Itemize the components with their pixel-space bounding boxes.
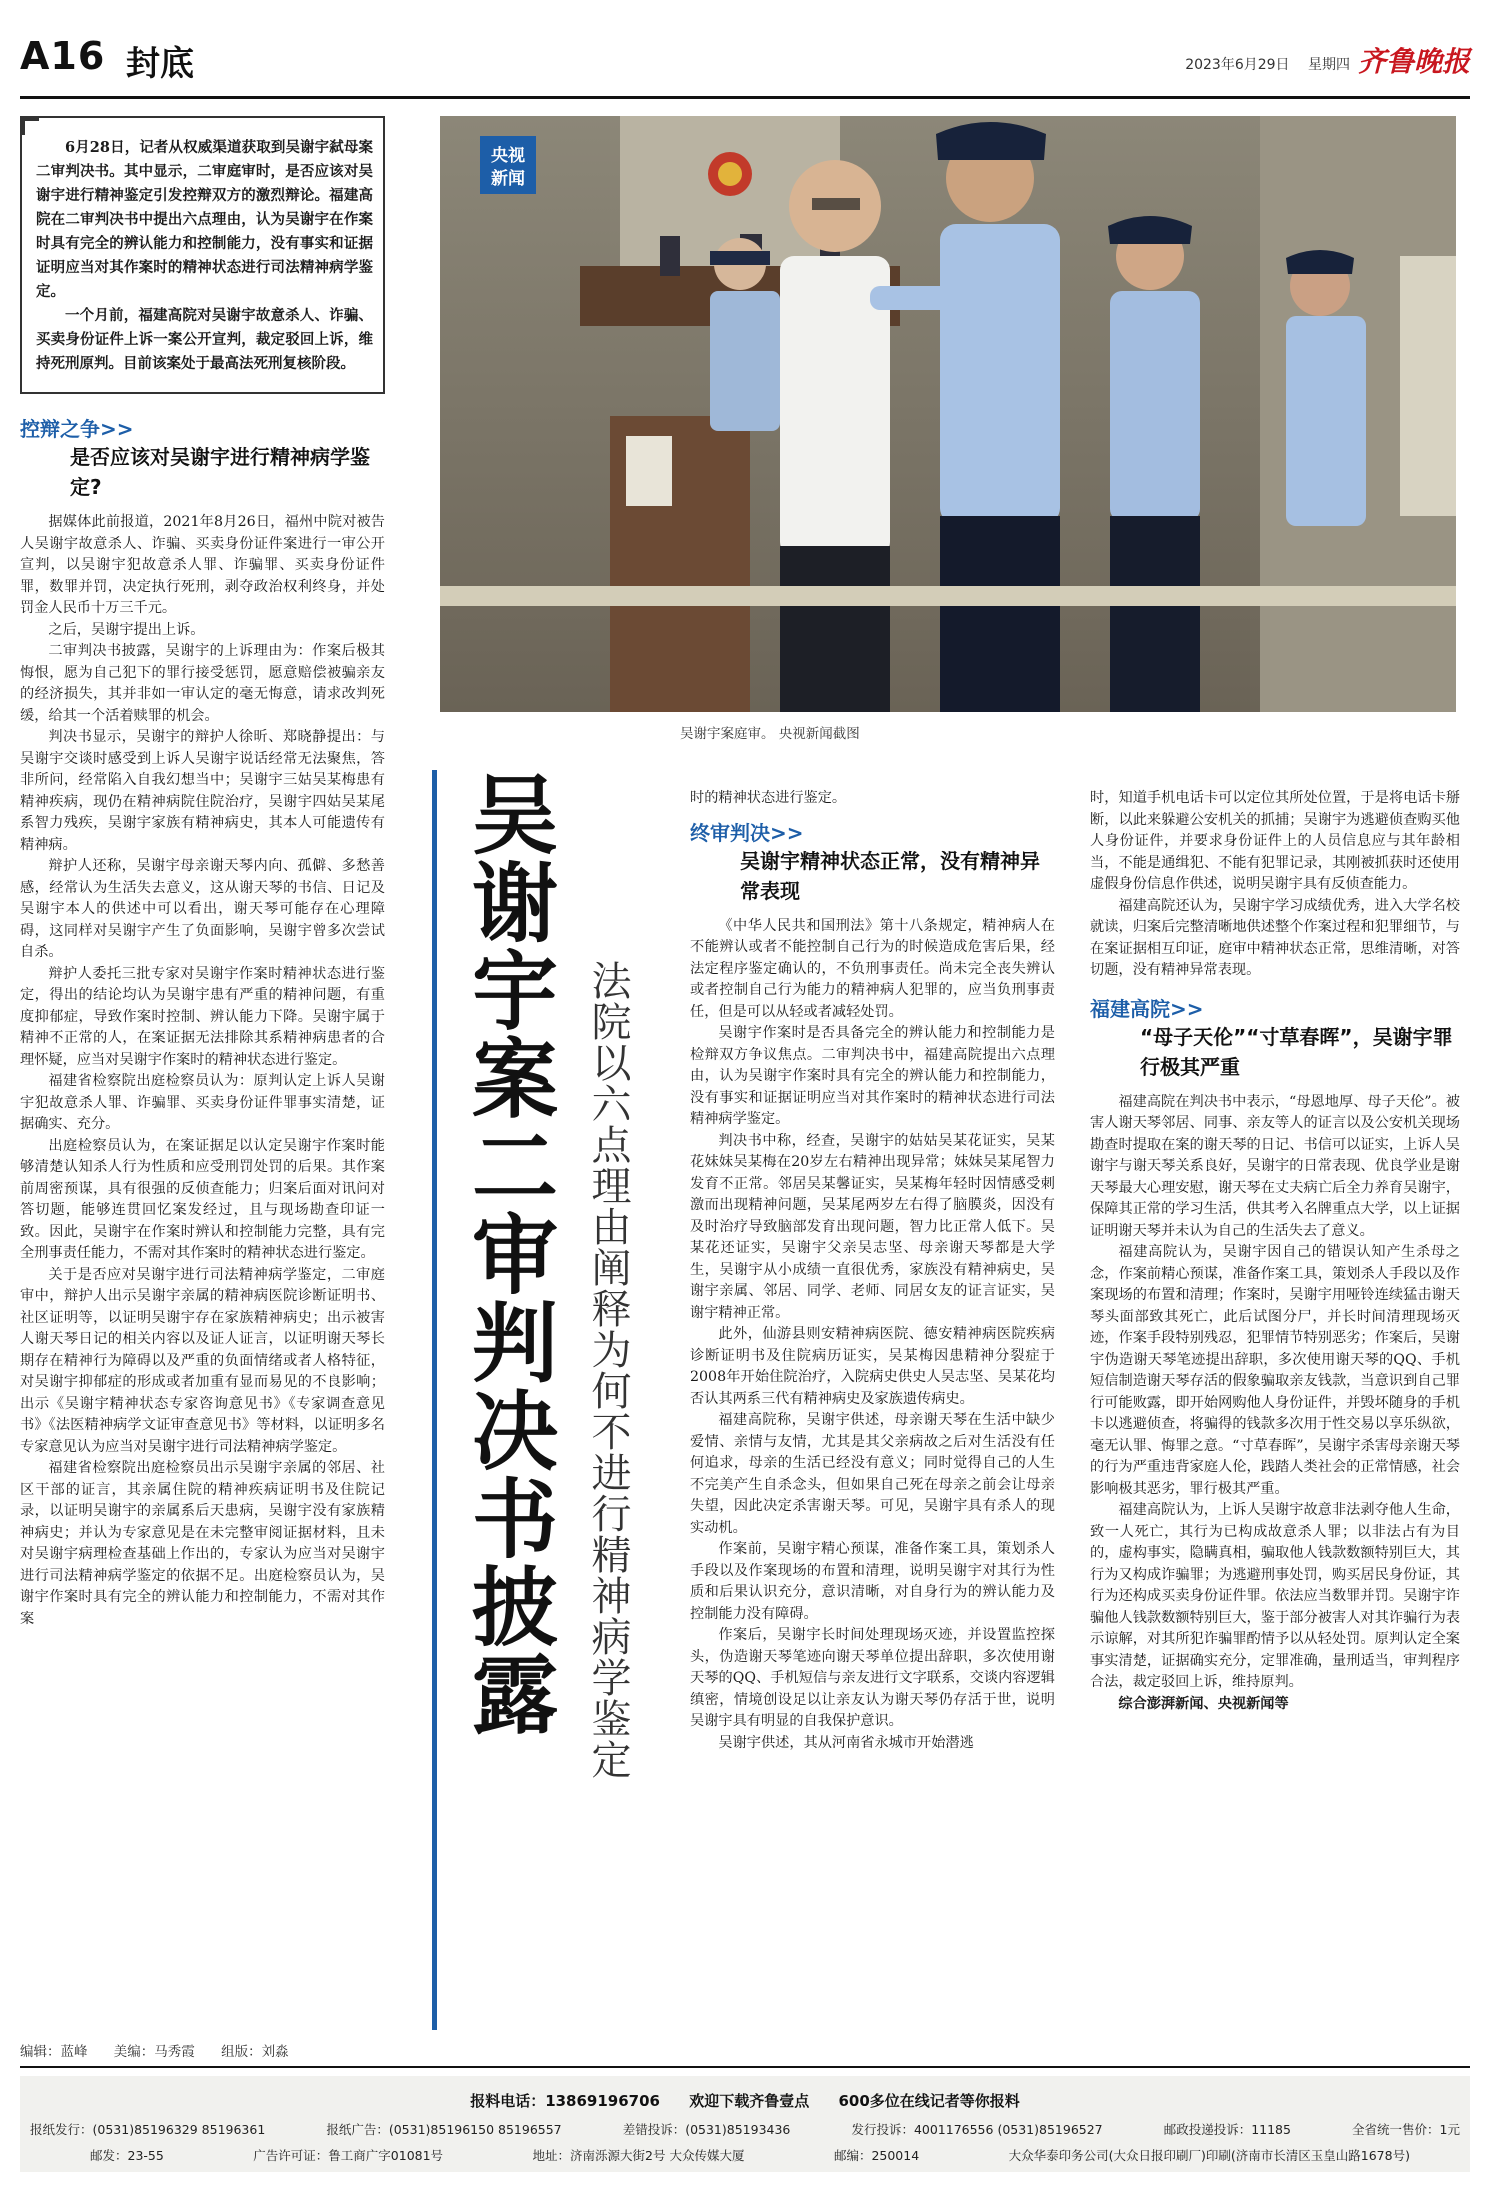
article-paragraph: 关于是否应对吴谢宇进行司法精神病学鉴定，二审庭审中，辩护人出示吴谢宇亲属的精神病医院诊断证明书、社区证明等，以证明吴谢宇存在家族精神病史；出示被害人谢天琴日记的相关内容以及证人证言，以证明谢天琴长期存在精神行为障碍以及严重的负面情绪或者人格特征，对吴谢宇抑郁症的形成或者加重有显而易见的不良影响；出示《吴谢宇精神状态专家咨询意见书》《专家调查意见书》《法医精神病学文证审查意见书》等材料，以证明多名专家意见认为应当对吴谢宇进行司法精神病学鉴定。: [20, 1266, 385, 1455]
main-headline: 吴谢宇案二审判决书披露: [457, 770, 557, 1738]
article-paragraph: 作案前，吴谢宇精心预谋，准备作案工具，策划杀人手段以及作案现场的布置和清理，说明吴谢宇对其行为性质和后果认识充分，意识清晰，对自身行为的辨认能力及控制能力没有障碍。: [690, 1541, 1055, 1622]
article-body-right-2: [1090, 1092, 1460, 1716]
article-paragraph: 福建省检察院出庭检察员认为：原判认定上诉人吴谢宇犯故意杀人罪、诈骗罪、买卖身份证件罪事实清楚，证据确实、充分。: [20, 1073, 385, 1132]
section-kicker: 终审判决>>: [690, 820, 804, 845]
article-paragraph: 时，知道手机电话卡可以定位其所处位置，于是将电话卡掰断，以此来躲避公安机关的抓捕；吴谢宇为逃避侦查购买他人身份证件，并要求身份证件上的人员信息应与其年龄相当，不能是通缉犯、不能有犯罪记录，其刚被抓获时还使用虚假身份信息作供述，说明吴谢宇具有反侦查能力。: [1090, 790, 1460, 892]
footer-item: 大众华泰印务公司(大众日报印刷厂)印刷(济南市长清区玉皇山路1678号): [1008, 2148, 1410, 2163]
courtroom-illustration: [440, 116, 1456, 712]
logo-text-bottom: 新闻: [491, 169, 525, 189]
article-paragraph: 出庭检察员认为，在案证据足以认定吴谢宇作案时能够清楚认知杀人行为性质和应受刑罚处罚的后果。其作案前周密预谋，具有很强的反侦查能力；归案后面对讯问对答切题，能够连贯回忆案发经过，且与现场勘查印证一致。因此，吴谢宇在作案时辨认和控制能力完整，具有完全刑事责任能力，不需对其作案时的精神状态进行鉴定。: [20, 1137, 385, 1261]
section-title: 吴谢宇精神状态正常，没有精神异常表现: [740, 848, 1040, 903]
middle-column: [690, 788, 1055, 1754]
article-paragraph: 吴谢宇作案时是否具备完全的辨认能力和控制能力是检辩双方争议焦点。二审判决书中，福建高院提出六点理由，认为吴谢宇作案时具有完全的辨认能力和控制能力，没有事实和证据证明应当对其作案时的精神状态进行司法精神病学鉴定。: [690, 1025, 1055, 1127]
tipline-reporters: 600多位在线记者等你报料: [838, 2092, 1020, 2110]
article-paragraph: 辩护人还称，吴谢宇母亲谢天琴内向、孤僻、多愁善感，经常认为生活失去意义，这从谢天琴的书信、日记及吴谢宇本人的供述中可以看出，谢天琴可能存在心理障碍，这同样对吴谢宇产生了负面影响，吴谢宇曾多次尝试自杀。: [20, 858, 385, 960]
footer-rule: [20, 2066, 1470, 2068]
editor-credit: 编辑：蓝峰: [20, 2044, 88, 2060]
article-paragraph: 福建高院称，吴谢宇供述，母亲谢天琴在生活中缺少爱情、亲情与友情，尤其是其父亲病故之后对生活没有任何追求，母亲的生活已经没有意义；同时觉得自己的人生不完美产生自杀念头，但如果自己死在母亲之前会让母亲失望，因此决定杀害谢天琴。可见，吴谢宇具有杀人的现实动机。: [690, 1412, 1055, 1536]
newspaper-logo: 齐鲁晚报: [1357, 45, 1470, 78]
right-column: [1090, 788, 1460, 1715]
header-rule: [20, 96, 1470, 99]
footer-item: 广告许可证：鲁工商广字01081号: [253, 2148, 444, 2163]
section-name: 封底: [126, 44, 194, 84]
footer-item: 差错投诉：(0531)85193436: [622, 2122, 791, 2137]
article-paragraph: 福建高院认为，上诉人吴谢宇故意非法剥夺他人生命，致一人死亡，其行为已构成故意杀人罪；以非法占有为目的，虚构事实，隐瞒真相，骗取他人钱款数额特别巨大，其行为又构成诈骗罪；为逃避刑事处罚，购买居民身份证，其行为还构成买卖身份证件罪。依法应当数罪并罚。吴谢宇诈骗他人钱款数额特别巨大，鉴于部分被害人对其诈骗行为表示谅解，对其所犯诈骗罪酌情予以从轻处罚。原判认定全案事实清楚，证据确实充分，定罪准确，量刑适当，审判程序合法，裁定驳回上诉，维持原判。: [1090, 1502, 1460, 1690]
section-kicker: 控辩之争>>: [20, 417, 134, 441]
section-title: “母子天伦”“寸草春晖”，吴谢宇罪行极其严重: [1140, 1024, 1453, 1079]
sub-headline: 法院以六点理由阐释为何不进行精神病学鉴定: [585, 960, 631, 1780]
section-kicker: 福建高院>>: [1090, 996, 1204, 1021]
article-body-middle: [690, 916, 1055, 1755]
article-paragraph: 福建省检察院出庭检察员出示吴谢宇亲属的邻居、社区干部的证言，其亲属住院的精神疾病证明书及住院记录，以证明吴谢宇的亲属系后天患病，吴谢宇没有家族精神病史；并认为专家意见是在未完整审阅证据材料，且未对吴谢宇病理检查基础上作出的，专家认为应当对吴谢宇进行司法精神病学鉴定的依据不足。出庭检察员认为，吴谢宇作案时具有完全的辨认能力和控制能力，不需对其作案: [20, 1460, 385, 1627]
designer-credit: 美编：马秀霞: [113, 2044, 195, 2060]
left-column: [20, 116, 385, 1630]
article-paragraph: 二审判决书披露，吴谢宇的上诉理由为：作案后极其悔恨，愿为自己犯下的罪行接受惩罚，愿意赔偿被骗亲友的经济损失，其并非如一审认定的毫无悔意，请求改判死缓，给其一个活着赎罪的机会。: [20, 643, 385, 724]
footer-item: 报纸广告：(0531)85196150 85196557: [326, 2122, 562, 2137]
article-paragraph: 福建高院还认为，吴谢宇学习成绩优秀，进入大学名校就读，归案后完整清晰地供述整个作案过程和犯罪细节，与在案证据相互印证，庭审中精神状态正常，思维清晰，对答切题，没有精神异常表现。: [1090, 897, 1460, 978]
article-paragraph: 此外，仙游县则安精神病医院、德安精神病医院疾病诊断证明书及住院病历证实，吴某梅因患精神分裂症于2008年开始住院治疗，入院病史供史人吴志坚、吴某花均否认其两系三代有精神病史及家族遗传病史。: [690, 1326, 1055, 1407]
section-title: 是否应该对吴谢宇进行精神病学鉴定?: [70, 445, 370, 499]
tipline-app: 欢迎下载齐鲁壹点: [689, 2092, 810, 2110]
lead-paragraph: 一个月前，福建高院对吴谢宇故意杀人、诈骗、买卖身份证件上诉一案公开宣判，裁定驳回上诉，维持死刑原判。目前该案处于最高法死刑复核阶段。: [36, 307, 373, 372]
photo-caption: 吴谢宇案庭审。 央视新闻截图: [680, 726, 860, 742]
imprint-line: [20, 2146, 1470, 2164]
tipline: [20, 2090, 1470, 2111]
footer-item: 报纸发行：(0531)85196329 85196361: [30, 2122, 266, 2137]
footer-item: 邮发：23-55: [90, 2148, 164, 2163]
article-paragraph: 之后，吴谢宇提出上诉。: [48, 621, 205, 638]
masthead: [20, 34, 1470, 86]
article-paragraph: 辩护人委托三批专家对吴谢宇作案时精神状态进行鉴定，得出的结论均认为吴谢宇患有严重的精神问题，有重度抑郁症，导致作案时控制、辨认能力下降。吴谢宇属于精神不正常的人，在案证据无法排除其系精神病患者的合理怀疑，应当对吴谢宇作案时的精神状态进行鉴定。: [20, 965, 385, 1068]
date-line: [1171, 54, 1350, 74]
courtroom-photo: [440, 116, 1456, 712]
article-continuation: [690, 788, 1055, 810]
article-paragraph: 据媒体此前报道，2021年8月26日，福州中院对被告人吴谢宇故意杀人、诈骗、买卖身份证件案进行一审公开宣判，以吴谢宇犯故意杀人罪、诈骗罪、买卖身份证件罪，数罪并罚，决定执行死刑，剥夺政治权利终身，并处罚金人民币十万三千元。: [20, 514, 385, 616]
footer: [20, 2076, 1470, 2172]
logo-text-top: 央视: [491, 146, 525, 166]
issue-date: 2023年6月29日: [1185, 57, 1290, 73]
article-paragraph: 吴谢宇供述，其从河南省永城市开始潜逃: [718, 1734, 974, 1751]
tipline-phone: 报料电话：13869196706: [470, 2092, 660, 2110]
article-paragraph: 时的精神状态进行鉴定。: [690, 790, 847, 806]
article-paragraph: 《中华人民共和国刑法》第十八条规定，精神病人在不能辨认或者不能控制自己行为的时候造成危害后果，经法定程序鉴定确认的，不负刑事责任。尚未完全丧失辨认或者控制自己行为能力的精神病人犯罪的，应当负刑事责任，但是可以从轻或者减轻处罚。: [690, 917, 1055, 1020]
layout-credit: 组版：刘淼: [221, 2044, 289, 2060]
article-paragraph: 判决书中称，经查，吴谢宇的姑姑吴某花证实，吴某花妹妹吴某梅在20岁左右精神出现异常；妹妹吴某尾智力发育不正常。邻居吴某馨证实，吴某梅年轻时因情感受刺激而出现精神问题，吴某尾两岁左右得了脑膜炎，因没有及时治疗导致脑部发育出现问题，智力比正常人低下。吴某花还证实，吴谢宇父亲吴志坚、母亲谢天琴都是大学生，吴谢宇从小成绩一直很优秀，家族没有精神病史，吴谢宇亲属、邻居、同学、老师、同居女友的证言证实，吴谢宇精神正常。: [690, 1132, 1055, 1321]
article-paragraph: 判决书显示，吴谢宇的辩护人徐昕、郑晓静提出：与吴谢宇交谈时感受到上诉人吴谢宇说话经常无法聚焦，答非所问，经常陷入自我幻想当中；吴谢宇三姑吴某梅患有精神疾病，现仍在精神病院住院治疗，吴谢宇四姑吴某尾系智力残疾，吴谢宇家族有精神病史，其本人可能遗传有精神病。: [20, 729, 385, 853]
issue-weekday: 星期四: [1308, 57, 1350, 73]
footer-item: 地址：济南泺源大街2号 大众传媒大厦: [532, 2148, 745, 2163]
lead-paragraph: 6月28日，记者从权威渠道获取到吴谢宇弑母案二审判决书。其中显示，二审庭审时，是否应该对吴谢宇进行精神鉴定引发控辩双方的激烈辩论。福建高院在二审判决书中提出六点理由，认为吴谢宇在作案时具有完全的辨认能力和控制能力，没有事实和证据证明应当对其作案时的精神状态进行司法精神病学鉴定。: [36, 139, 373, 300]
article-paragraph: 福建高院在判决书中表示，“母恩地厚、母子天伦”。被害人谢天琴邻居、同事、亲友等人的证言以及公安机关现场勘查时提取在案的谢天琴的日记、书信可以证实，上诉人吴谢宇与谢天琴关系良好，吴谢宇的日常表现、优良学业是谢天琴最大心理安慰，谢天琴在丈夫病亡后全力养育吴谢宇，保障其正常的学习生活，供其考入名牌重点大学，以上证据证明谢天琴并未认为自己的生活失去了意义。: [1090, 1093, 1460, 1239]
staff-credits: [20, 2040, 1470, 2060]
article-body-left: [20, 512, 385, 1630]
article-source: 综合澎湃新闻、央视新闻等: [1118, 1695, 1289, 1712]
footer-item: 邮政投递投诉：11185: [1163, 2122, 1291, 2137]
footer-item: 全省统一售价：1元: [1352, 2122, 1460, 2137]
article-paragraph: 福建高院认为，吴谢宇因自己的错误认知产生杀母之念，作案前精心预谋，准备作案工具，策划杀人手段以及作案现场的布置和清理；作案时，吴谢宇用哑铃连续猛击谢天琴头面部致其死亡，此后试图分尸，并长时间清理现场灭迹，作案手段特别残忍，犯罪情节特别恶劣；作案后，吴谢宇伪造谢天琴笔迹提出辞职，多次使用谢天琴的QQ、手机短信制造谢天琴存活的假象骗取亲友钱款，当意识到自己罪行可能败露，即开始网购他人身份证件，并毁坏随身的手机卡以逃避侦查，将骗得的钱款多次用于性交易以享乐纵欲，毫无认罪、悔罪之意。“寸草春晖”，吴谢宇杀害母亲谢天琴的行为严重违背家庭人伦，践踏人类社会的正常情感，社会影响极其恶劣，罪行极其严重。: [1090, 1244, 1460, 1497]
article-paragraph: 作案后，吴谢宇长时间处理现场灭迹，并设置监控探头，伪造谢天琴笔迹向谢天琴单位提出辞职，多次使用谢天琴的QQ、手机短信与亲友进行文字联系，交谈内容逻辑缜密，情境创设足以让亲友认为谢天琴仍存活于世，说明吴谢宇具有明显的自我保护意识。: [690, 1627, 1055, 1729]
footer-item: 邮编：250014: [833, 2148, 920, 2163]
footer-item: 发行投诉：4001176556 (0531)85196527: [851, 2122, 1103, 2137]
article-body-right: [1090, 788, 1460, 982]
contact-line: [20, 2120, 1470, 2138]
page-number: A16: [20, 34, 106, 78]
lead-box: [20, 116, 385, 394]
headline-rule: [432, 770, 437, 2030]
